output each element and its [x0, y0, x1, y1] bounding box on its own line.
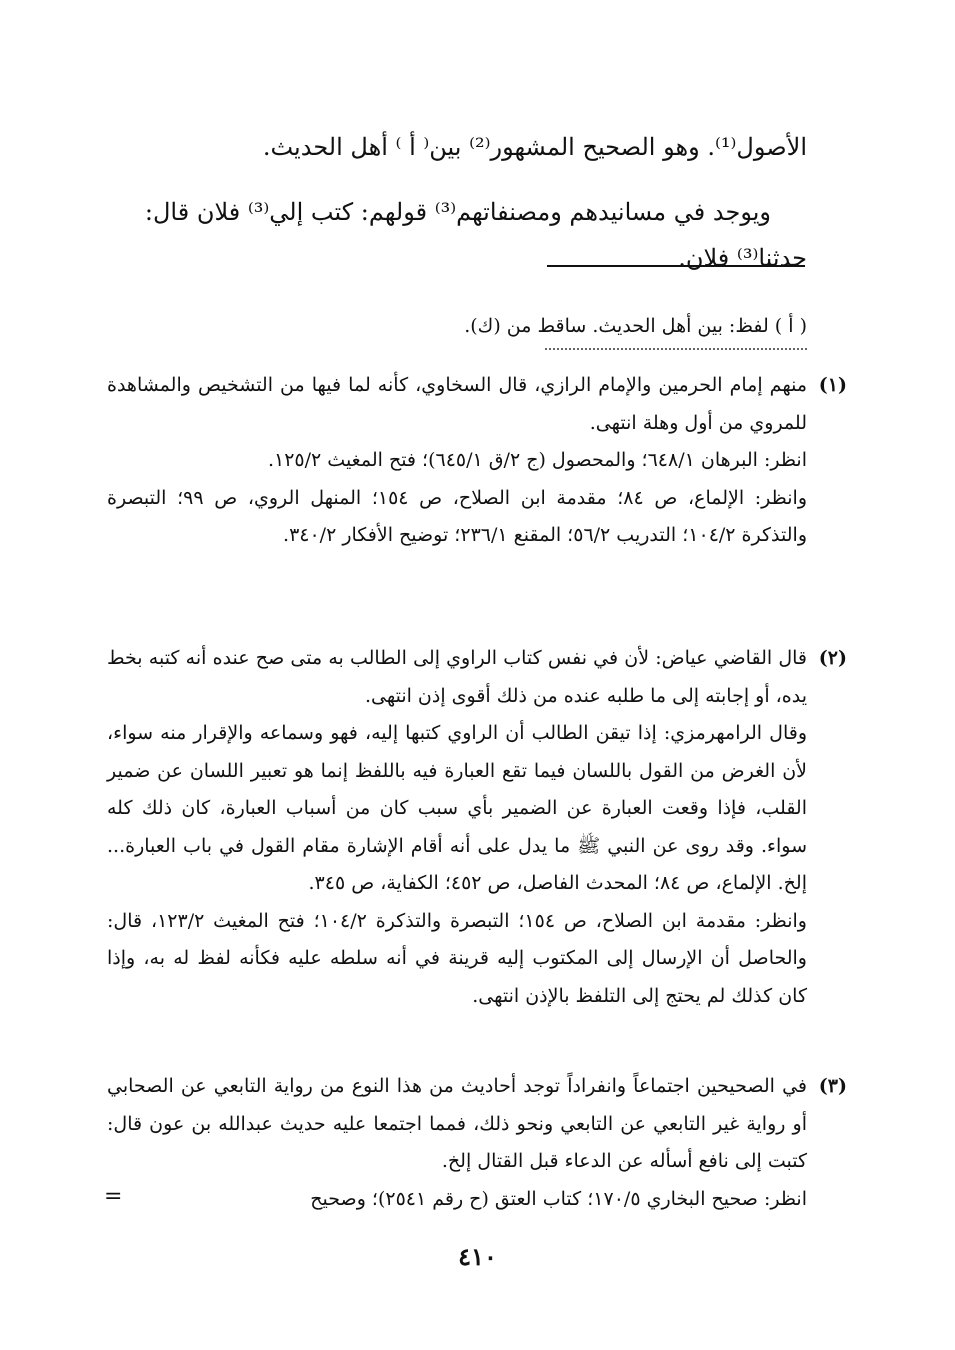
continuation-mark: = [104, 1184, 123, 1209]
footnote-1 [107, 367, 847, 555]
footnote-paragraph: انظر: صحيح البخاري ١٧٠/٥؛ كتاب العتق (ح رقم ٢٥٤١)؛ وصحيح [310, 1187, 807, 1210]
page-number: ٤١٠ [458, 1242, 497, 1271]
main-text-line-2: ويوجد في مسانيدهم ومصنفاتهم⁽³⁾ قولهم: كتب إلي⁽³⁾ فلان قال: حدثنا⁽³⁾ فلان. [144, 198, 807, 272]
footnote-number: (١) [818, 374, 847, 396]
footnote-paragraph: وانظر: الإلماع، ص ٨٤؛ مقدمة ابن الصلاح، ص ١٥٤؛ المنهل الروي، ص ٩٩؛ التبصرة والتذكرة ١٠٤/٢؛ التدريب ٥٦/٢؛ المقنع ٢٣٦/١؛ توضيح الأفكار ٣٤٠/٢. [107, 486, 807, 546]
footnote-2 [107, 640, 847, 1015]
footnote-number: (٣) [818, 1075, 847, 1097]
footnote-paragraph: منهم إمام الحرمين والإمام الرازي، قال السخاوي، كأنه لما فيها من التشخيص والمشاهدة للمروي من أول وهلة انتهى. [107, 374, 807, 434]
footnote-paragraph: انظر: البرهان ٦٤٨/١؛ والمحصول (ج ٢/ق ٦٤٥/١)؛ فتح المغيث ١٢٥/٢. [267, 449, 807, 471]
footnote-paragraph: وقال الرامهرمزي: إذا تيقن الطالب أن الراوي كتبها إليه، فهو وسماعه والإقرار منه سواء، لأن الغرض من القول باللسان فيما تقع العبارة فيه باللفظ إنما هو تعبير اللسان عن ضمير القلب، فإذا وقعت العبارة عن الضمير بأي سبب كان من أسباب العبارة، كان ذلك كله سواء. وقد روى عن النبي ﷺ ما يدل على أنه أقام الإشارة مقام القول في باب العبارة... إلخ. الإلماع، ص ٨٤؛ المحدث الفاصل، ص ٤٥٢؛ الكفاية، ص ٣٤٥. [107, 722, 807, 894]
footnote-number: (٢) [818, 647, 847, 669]
footnote-separator-rule [547, 265, 805, 267]
footnote-paragraph: في الصحيحين اجتماعاً وانفراداً توجد أحاديث من هذا النوع من رواية التابعي عن الصحابي أو رواية غير التابعي عن التابعي ونحو ذلك، فمما اجتمعا عليه حديث عبدالله بن عون قال: كتبت إلى نافع أسأله عن الدعاء قبل القتال إلخ. [107, 1075, 807, 1172]
main-text-line-1: الأصول⁽¹⁾. وهو الصحيح المشهور⁽²⁾ بين⁽ أ ⁾ أهل الحديث. [262, 133, 807, 161]
dotted-separator [545, 348, 807, 350]
footnote-3 [107, 1068, 847, 1218]
variant-note: ( أ ) لفظ: بين أهل الحديث. ساقط من (ك). [464, 315, 807, 337]
footnote-paragraph: قال القاضي عياض: لأن في نفس كتاب الراوي إلى الطالب به متى صح عنده أنه كتبه بخط يده، أو إجابته إلى ما طلبه عنده من ذلك أقوى إذن انتهى. [107, 647, 807, 707]
footnote-paragraph: وانظر: مقدمة ابن الصلاح، ص ١٥٤؛ التبصرة والتذكرة ١٠٤/٢؛ فتح المغيث ١٢٣/٢، قال: والحاصل أن الإرسال إلى المكتوب إليه قرينة في أنه سلطه عليه فكأنه لفظ له به، وإذا كان كذلك لم يحتج إلى التلفظ بالإذن انتهى. [107, 909, 807, 1007]
